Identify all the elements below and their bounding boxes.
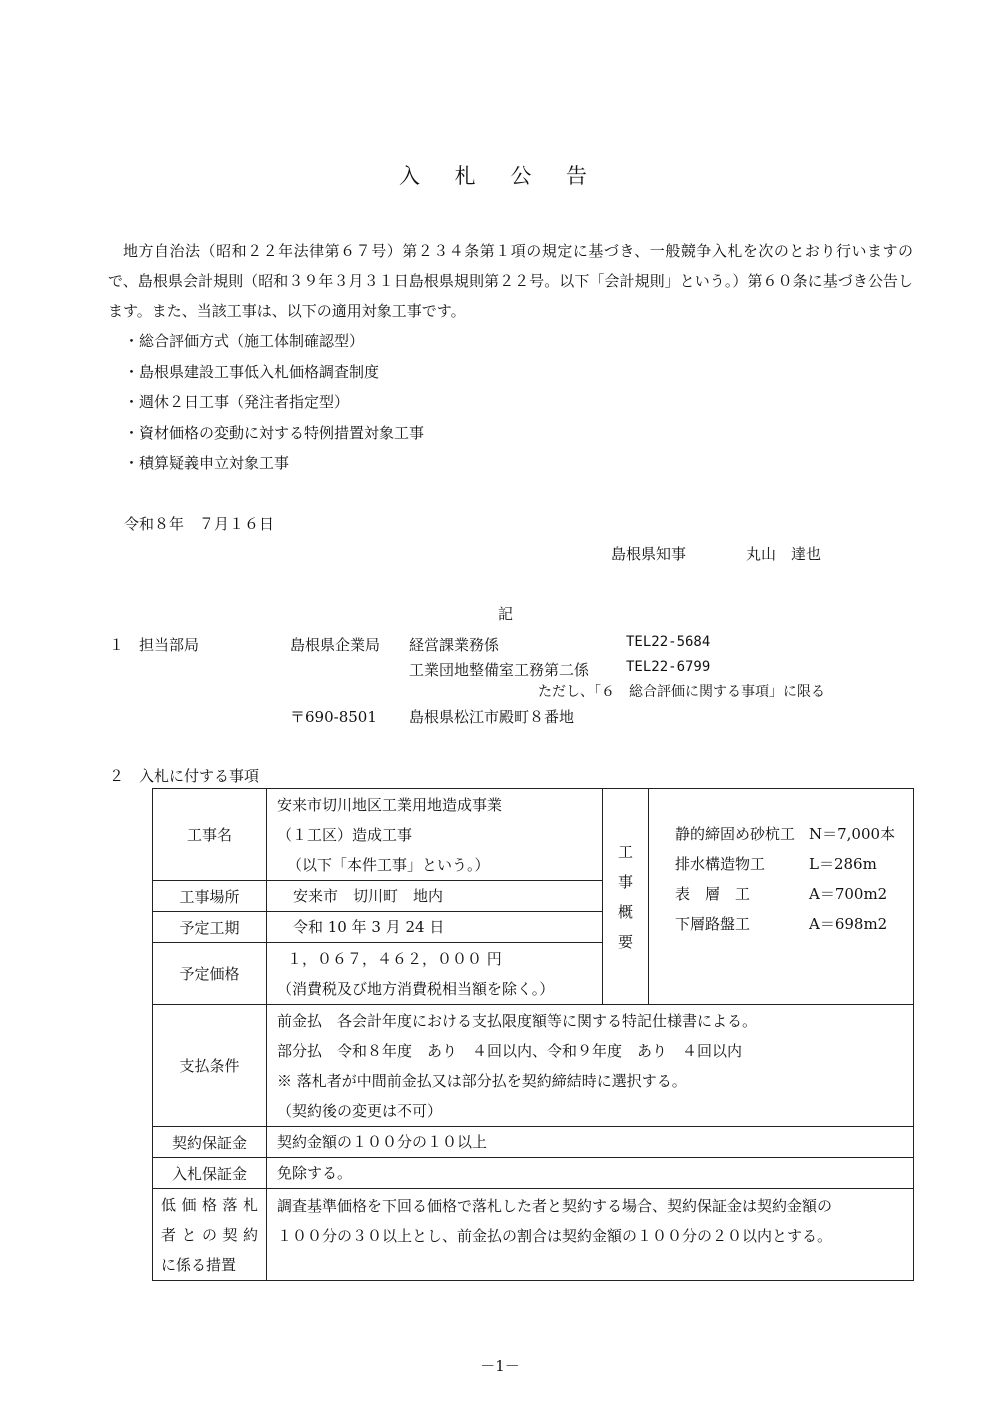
- work-period-value: 令和 10 年 3 月 24 日: [267, 912, 603, 943]
- table-row: [153, 1127, 914, 1158]
- overview-char: 工: [617, 842, 633, 861]
- label-char: 約: [242, 1225, 258, 1244]
- table-row: [153, 789, 914, 881]
- label-char: 者: [161, 1225, 177, 1244]
- section1-postal: 〒690-8501: [290, 708, 377, 726]
- intro-paragraph: 地方自治法（昭和２２年法律第６７号）第２３４条第１項の規定に基づき、一般競争入札を次のとおり行いますので、島根県会計規則（昭和３９年３月３１日島根県規則第２２号。以下「会計規則」という。）第６０条に基づき公告します。また、当該工事は、以下の適用対象工事です。: [108, 242, 913, 320]
- overview-item: 表 層 工 A＝700m2: [675, 885, 888, 903]
- list-item: ・資材価格の変動に対する特例措置対象工事: [124, 423, 425, 442]
- section1-label: 担当部局: [139, 636, 200, 654]
- bid-deposit-value: 免除する。: [267, 1158, 914, 1189]
- list-item: ・週休２日工事（発注者指定型）: [124, 393, 350, 411]
- overview-item: 排水構造物工 L＝286m: [675, 855, 877, 873]
- signer-name: 丸山 達也: [746, 545, 822, 563]
- payment-terms-value: [267, 1005, 914, 1127]
- ki-heading: 記: [498, 605, 514, 623]
- section1-number: １: [109, 636, 125, 654]
- section1-dept1: 経営課業務係: [409, 636, 500, 654]
- work-name-line: （以下「本件工事」という。）: [287, 855, 490, 874]
- label-char: 契: [222, 1225, 238, 1244]
- section1-org: 島根県企業局: [290, 636, 381, 654]
- work-overview-values: [649, 789, 914, 1005]
- low-price-measures-label: [153, 1189, 267, 1281]
- work-name-line: （１工区）造成工事: [277, 825, 413, 844]
- section2-label: 入札に付する事項: [139, 767, 260, 785]
- signer-title: 島根県知事: [611, 545, 687, 563]
- work-name-label: 工事名: [153, 789, 267, 881]
- list-item: ・総合評価方式（施工体制確認型）: [124, 332, 365, 350]
- payment-line: 部分払 令和８年度 あり ４回以内、令和９年度 あり ４回以内: [277, 1041, 743, 1060]
- overview-char: 概: [617, 902, 633, 921]
- payment-line: 前金払 各会計年度における支払限度額等に関する特記仕様書による。: [277, 1011, 758, 1030]
- work-overview-label: [603, 789, 649, 1005]
- work-place-label: 工事場所: [153, 881, 267, 912]
- work-period-label: 予定工期: [153, 912, 267, 943]
- label-char: の: [201, 1225, 217, 1244]
- work-place-value: 安来市 切川町 地内: [267, 881, 603, 912]
- overview-item: 静的締固め砂杭工 N＝7,000本: [675, 825, 896, 843]
- low-price-measures-value: [267, 1189, 914, 1281]
- overview-char: 要: [617, 932, 633, 951]
- contract-deposit-value: 契約金額の１００分の１０以上: [267, 1127, 914, 1158]
- low-price-line: 調査基準価格を下回る価格で落札した者と契約する場合、契約保証金は契約金額の: [277, 1197, 833, 1215]
- section1-dept2: 工業団地整備室工務第二係: [409, 661, 590, 679]
- section2-number: ２: [109, 767, 125, 785]
- payment-line: ※ 落札者が中間前金払又は部分払を契約締結時に選択する。: [277, 1071, 687, 1090]
- section1-note: ただし、「６ 総合評価に関する事項」に限る: [538, 684, 825, 700]
- work-name-value: [267, 789, 603, 881]
- table-row: [153, 1005, 914, 1127]
- contract-deposit-label: 契約保証金: [153, 1127, 267, 1158]
- low-price-line: １００分の３０以上とし、前金払の割合は契約金額の１００分の２０以内とする。: [277, 1227, 833, 1245]
- notice-date: 令和８年 ７月１６日: [124, 515, 275, 533]
- planned-price-value: [267, 943, 603, 1005]
- work-name-line: 安来市切川地区工業用地造成事業: [277, 795, 503, 814]
- overview-char: 事: [617, 872, 633, 891]
- label-char: 低: [161, 1195, 177, 1214]
- section1-tel2: TEL22-6799: [626, 659, 711, 675]
- planned-price-amount: １，０６７，４６２，０００ 円: [287, 949, 502, 968]
- payment-line: （契約後の変更は不可）: [277, 1101, 443, 1120]
- overview-item: 下層路盤工 A＝698m2: [675, 915, 888, 933]
- label-char: 価: [181, 1195, 197, 1214]
- bid-deposit-label: 入札保証金: [153, 1158, 267, 1189]
- list-item: ・積算疑義申立対象工事: [124, 454, 290, 472]
- applicable-work-list: [124, 326, 424, 479]
- planned-price-label: 予定価格: [153, 943, 267, 1005]
- label-char: 落: [222, 1195, 238, 1214]
- low-price-label-line: に係る措置: [161, 1255, 237, 1274]
- label-char: と: [181, 1225, 197, 1244]
- table-row: [153, 1158, 914, 1189]
- payment-terms-label: 支払条件: [153, 1005, 267, 1127]
- planned-price-note: （消費税及び地方消費税相当額を除く。）: [277, 979, 555, 998]
- list-item: ・島根県建設工事低入札価格調査制度: [124, 362, 380, 381]
- section1-address: 島根県松江市殿町８番地: [409, 708, 575, 726]
- page-number: －1－: [480, 1357, 520, 1375]
- label-char: 格: [201, 1195, 217, 1214]
- label-char: 札: [242, 1195, 258, 1214]
- table-row: [153, 1189, 914, 1281]
- bid-details-table: [152, 788, 914, 1281]
- section1-tel1: TEL22-5684: [626, 634, 711, 650]
- notice-title: 入 札 公 告: [398, 164, 602, 188]
